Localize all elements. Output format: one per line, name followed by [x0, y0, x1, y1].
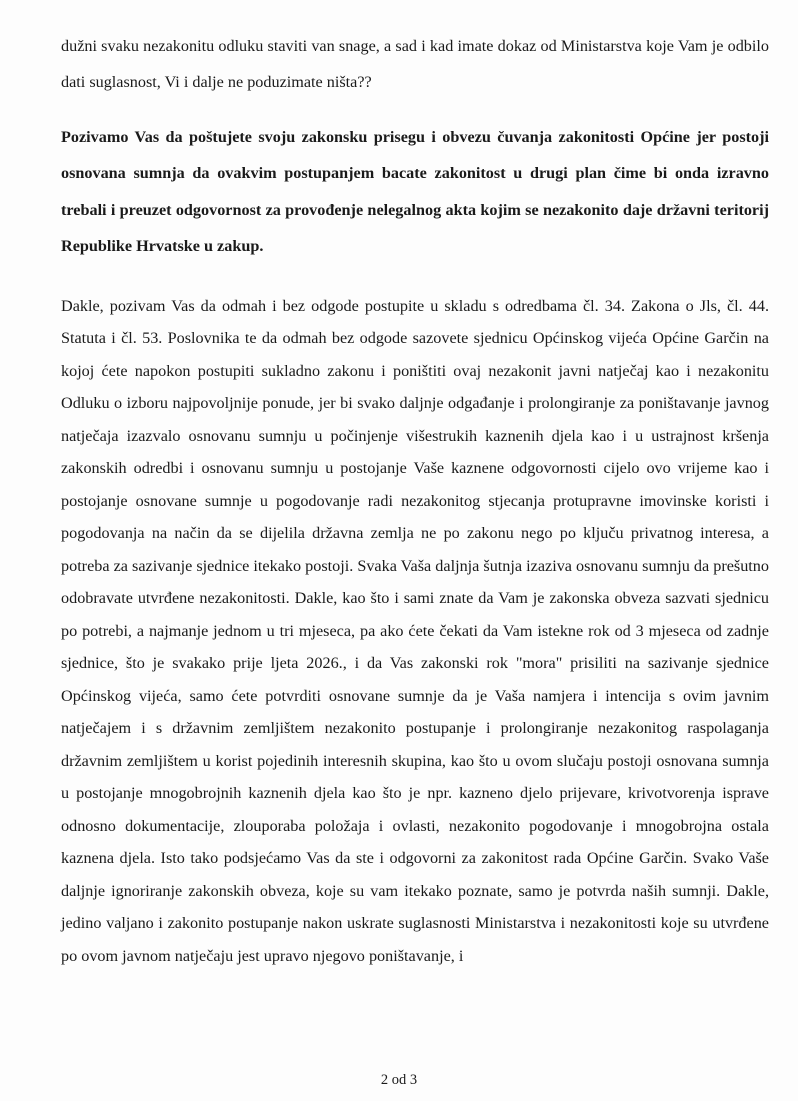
bold-call-section [61, 119, 769, 265]
main-paragraph: Dakle, pozivam Vas da odmah i bez odgode postupite u skladu s odredbama čl. 34. Zakona o Jls, čl. 44. Statuta i čl. 53. Poslovnika te da odmah bez odgode sazovete sjednicu Općinskog vijeća Općine Garčin na kojoj ćete napokon postupiti sukladno zakonu i poništiti ovaj nezakonit javni natječaj kao i nezakonitu Odluku o izboru najpovoljnije ponude, jer bi svako daljnje odgađanje i prolongiranje za poništavanje javnog natječaja izazvalo osnovanu sumnju u počinjenje višestrukih kaznenih djela kao i u ustrajnost kršenja zakonskih odredbi i osnovanu sumnju u postojanje Vaše kaznene odgovornosti cijelo ovo vrijeme kao i postojanje osnovane sumnje u pogodovanje radi nezakonitog stjecanja protupravne imovinske koristi i pogodovanja na način da se dijelila državna zemlja ne po zakonu nego po ključu privatnog interesa, a potreba za sazivanje sjednice itekako postoji. Svaka Vaša daljnja šutnja izaziva osnovanu sumnju da prešutno odobravate utvrđene nezakonitosti. Dakle, kao što i sami znate da Vam je zakonska obveza sazvati sjednicu po potrebi, a najmanje jednom u tri mjeseca, pa ako ćete čekati da Vam istekne rok od 3 mjeseca od zadnje sjednice, što je svakako prije ljeta 2026., i da Vas zakonski rok "mora" prisiliti na sazivanje sjednice Općinskog vijeća, samo ćete potvrditi osnovane sumnje da je Vaša namjera i intencija s ovim javnim natječajem i s državnim zemljištem nezakonito postupanje i prolongiranje nezakonitog raspolaganja državnim zemljištem u korist pojedinih interesnih skupina, kao što u ovom slučaju postoji osnovana sumnja u postojanje mnogobrojnih kaznenih djela kao što je npr. kazneno djelo prijevare, krivotvorenja isprave odnosno dokumentacije, zlouporaba položaja i ovlasti, nezakonito pogodovanje i mnogobrojna ostala kaznena djela. Isto tako podsjećamo Vas da ste i odgovorni za zakonitost rada Općine Garčin. Svako Vaše daljnje ignoriranje zakonskih obveza, koje su vam itekako poznate, samo je potvrda naših sumnji. Dakle, jedino valjano i zakonito postupanje nakon uskrate suglasnosti Ministarstva i nezakonitosti koje su utvrđene po ovom javnom natječaju jest upravo njegovo poništavanje, i [61, 296, 769, 965]
intro-paragraph: dužni svaku nezakonitu odluku staviti van snage, a sad i kad imate dokaz od Ministarstva koje Vam je odbilo dati suglasnost, Vi i dalje ne poduzimate ništa?? [61, 37, 769, 92]
page-number: 2 od 3 [380, 1072, 418, 1088]
intro-section [61, 28, 769, 101]
bold-call-paragraph: Pozivamo Vas da poštujete svoju zakonsku prisegu i obvezu čuvanja zakonitosti Općine jer postoji osnovana sumnja da ovakvim postupanjem bacate zakonitost u drugi plan čime bi onda izravno trebali i preuzet odgovornost za provođenje nelegalnog akta kojim se nezakonito daje državni teritorij Republike Hrvatske u zakup. [61, 127, 769, 256]
document-body [61, 28, 769, 972]
main-section [61, 290, 769, 973]
